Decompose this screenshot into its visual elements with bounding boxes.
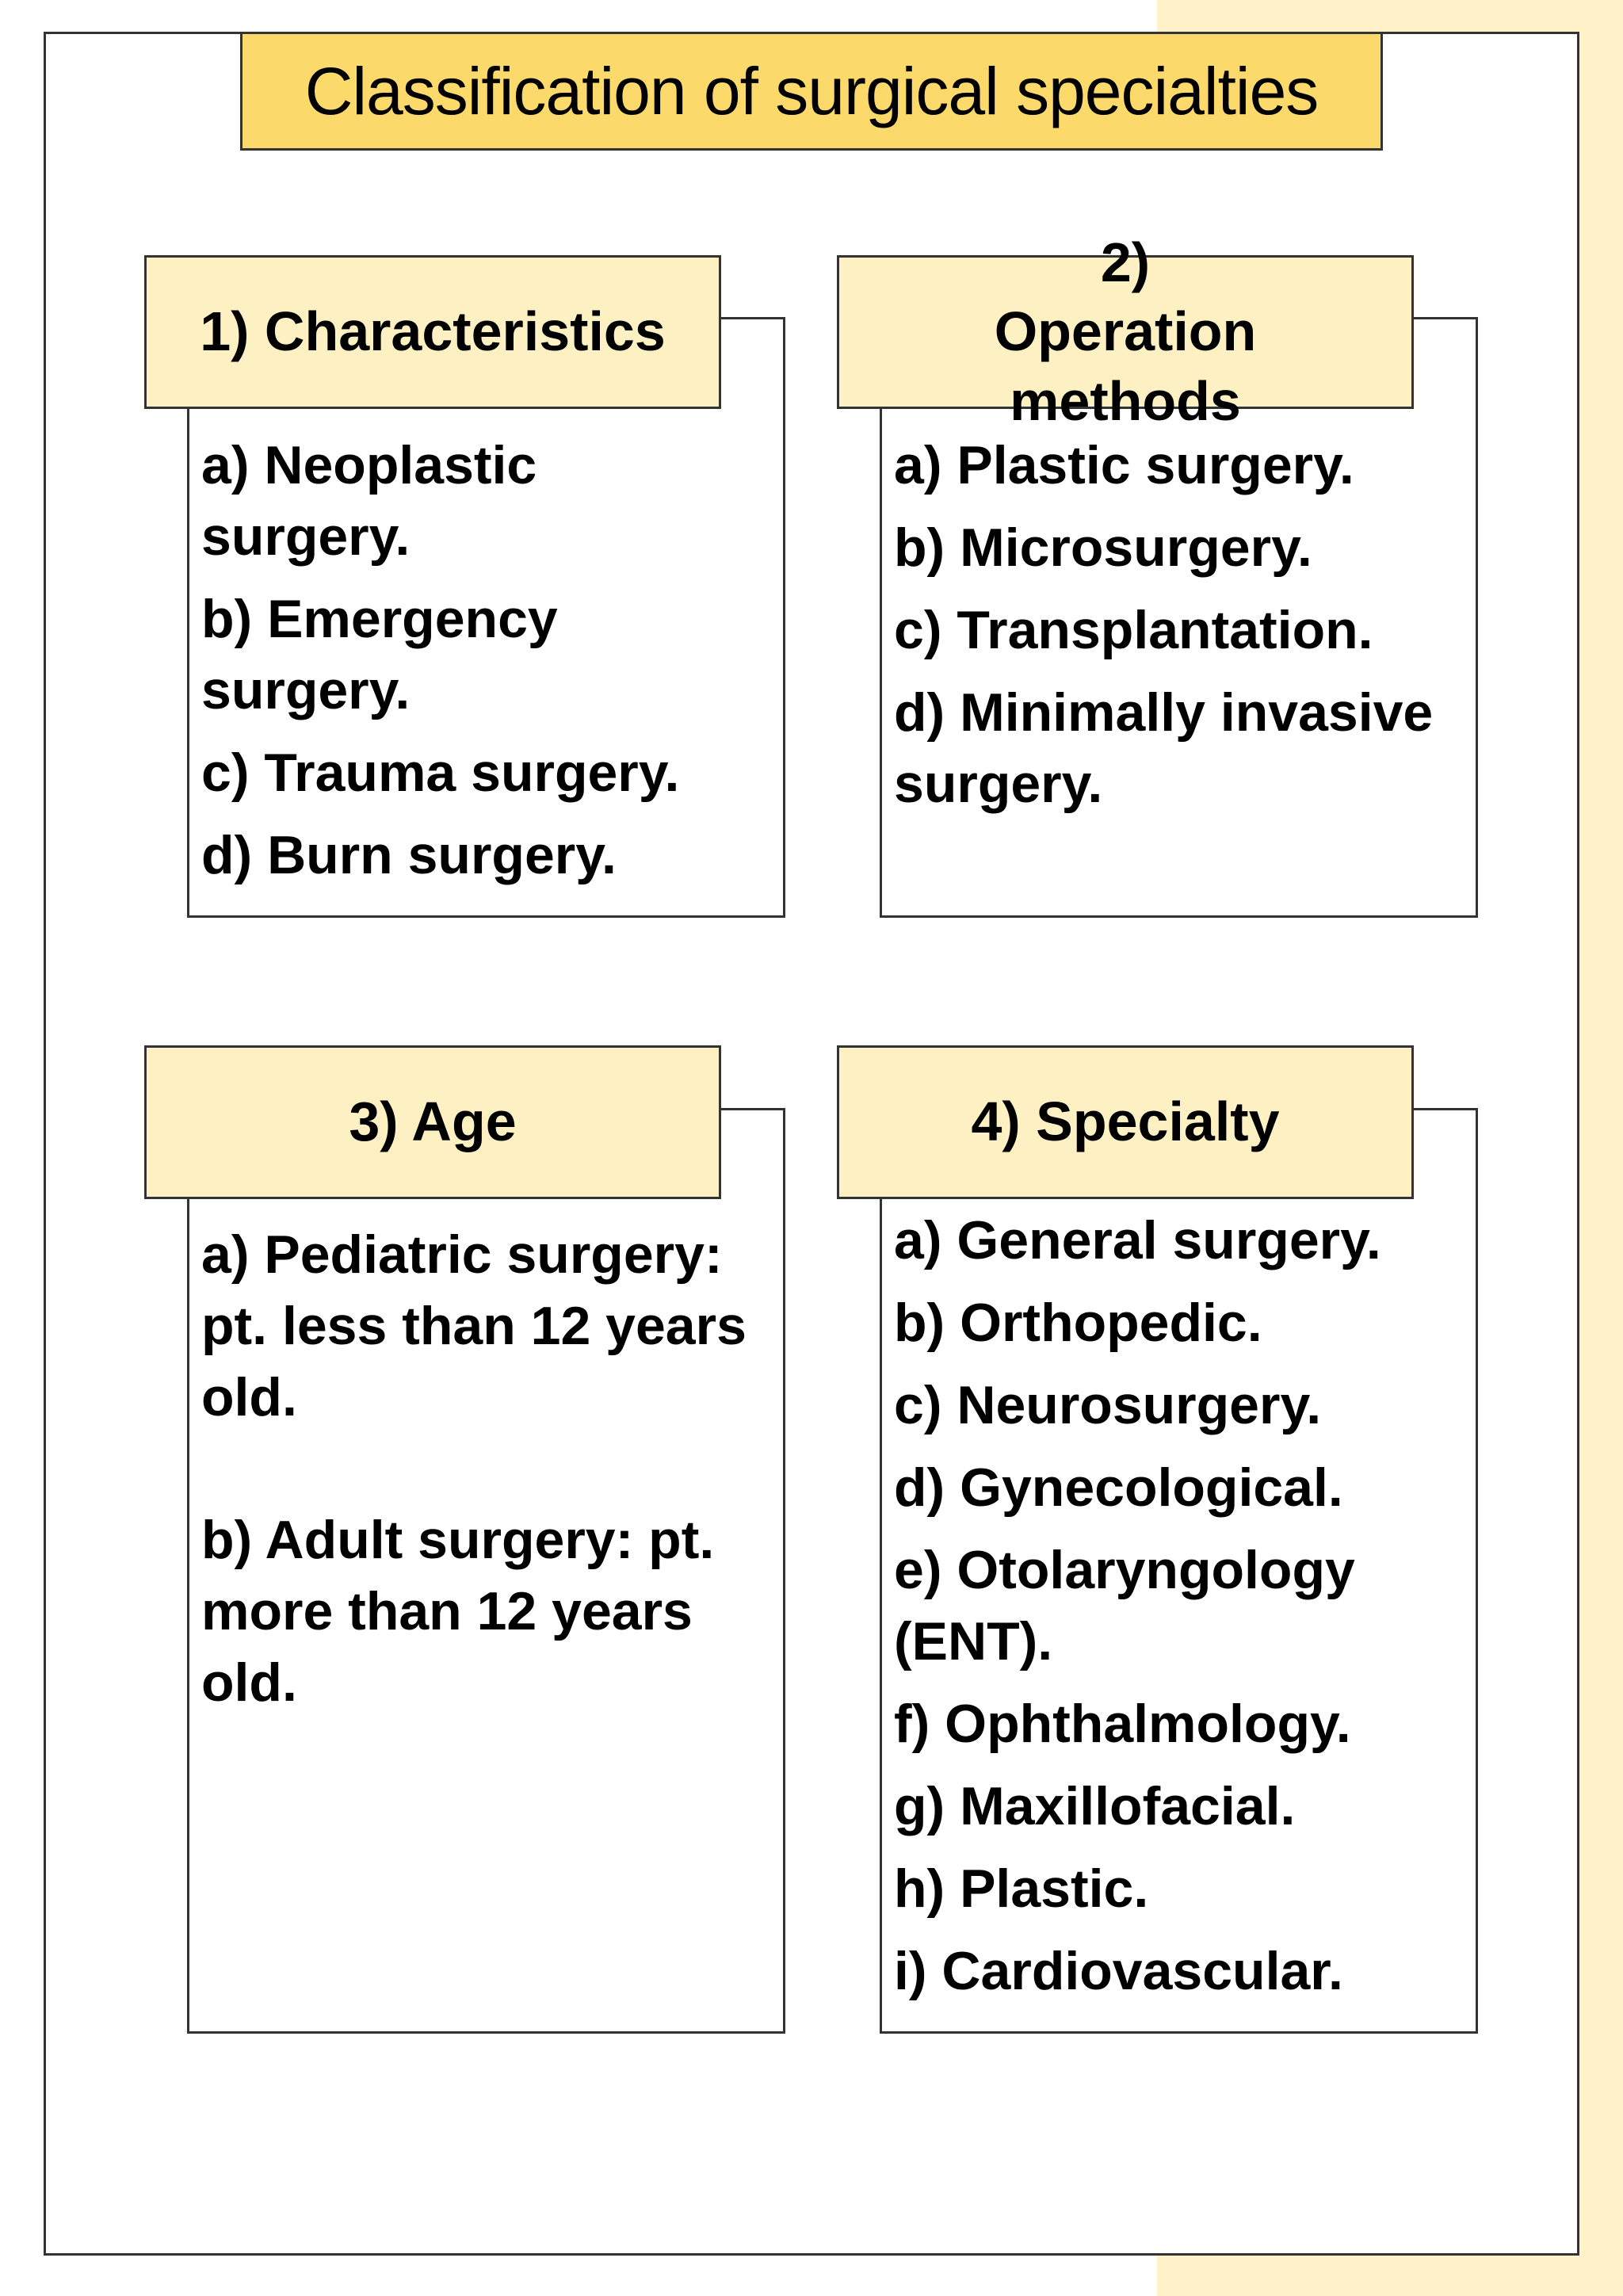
item-list — [201, 1219, 756, 1790]
list-item: d) Minimally invasive surgery. — [894, 682, 1434, 814]
item-list — [894, 430, 1465, 831]
panel-header: 2) Operation methods — [837, 255, 1414, 409]
panel-header: 3) Age — [144, 1045, 721, 1199]
list-item: d) Gynecological. — [894, 1457, 1343, 1518]
list-item: c) Transplantation. — [894, 600, 1373, 660]
list-item: a) General surgery. — [894, 1210, 1381, 1270]
list-item: f) Ophthalmology. — [894, 1694, 1351, 1754]
list-item: a) Pediatric surgery: pt. less than 12 years old. — [201, 1224, 747, 1427]
item-list — [201, 430, 756, 902]
list-item: b) Adult surgery: pt. more than 12 years old. — [201, 1510, 715, 1713]
list-item: c) Neurosurgery. — [894, 1375, 1322, 1435]
list-item: b) Microsurgery. — [894, 518, 1312, 578]
panel-header: 1) Characteristics — [144, 255, 721, 409]
list-item: b) Emergency surgery. — [201, 589, 558, 720]
list-item: h) Plastic. — [894, 1859, 1149, 1919]
diagram-title: Classification of surgical specialties — [240, 32, 1383, 151]
list-item: d) Burn surgery. — [201, 825, 617, 885]
list-item: c) Trauma surgery. — [201, 743, 680, 803]
list-item: i) Cardiovascular. — [894, 1941, 1343, 2001]
item-list — [894, 1205, 1433, 2018]
list-item: g) Maxillofacial. — [894, 1776, 1296, 1836]
list-item: b) Orthopedic. — [894, 1293, 1262, 1353]
list-item: a) Plastic surgery. — [894, 435, 1354, 495]
list-item: a) Neoplastic surgery. — [201, 435, 537, 567]
panel-header: 4) Specialty — [837, 1045, 1414, 1199]
list-item: e) Otolaryngology (ENT). — [894, 1540, 1355, 1671]
